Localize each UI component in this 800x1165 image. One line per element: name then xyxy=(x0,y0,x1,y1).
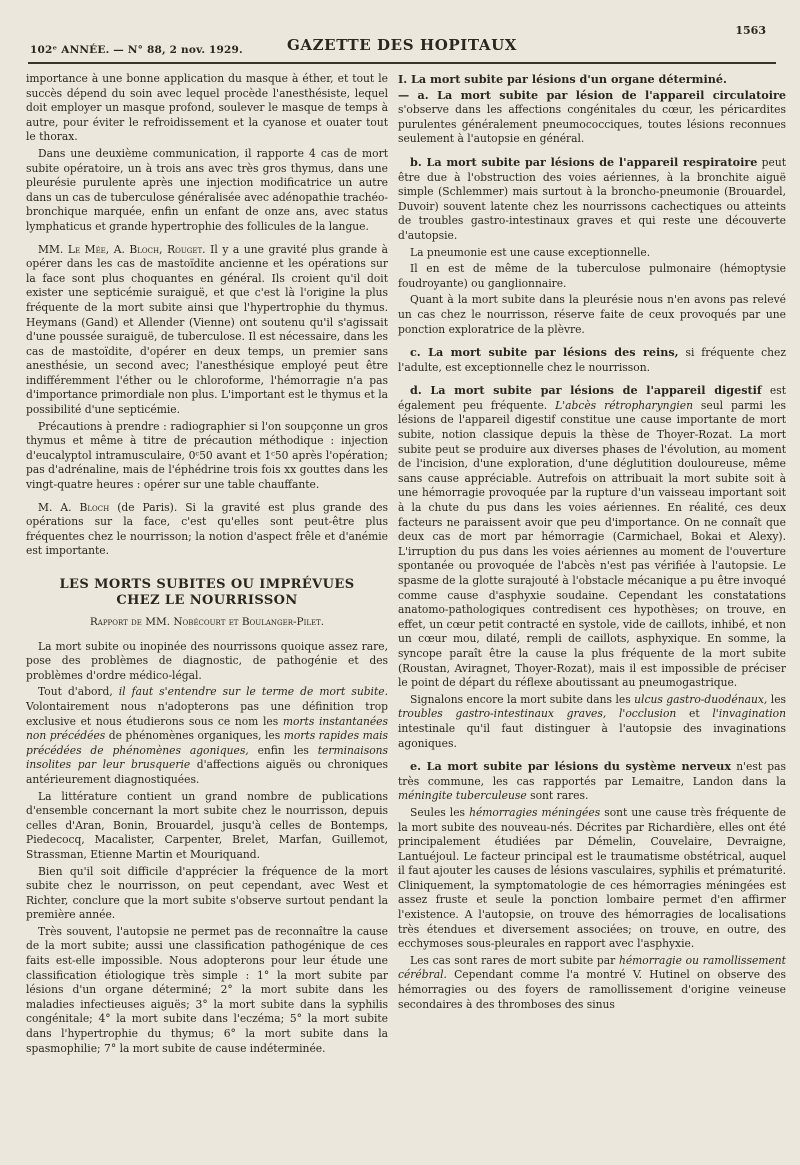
text: s'observe dans les affections congénitales du cœur, les péricardites purulentes généralement pneumococciques, toutes lésions reconnues seulement à l'autopsie en général. xyxy=(398,103,786,146)
paragraph xyxy=(398,345,786,375)
paragraph: La mort subite ou inopinée des nourrissons quoique assez rare, pose des problèmes de diagnostic, de pathogénie et des problèmes d'ordre médico-légal. xyxy=(26,639,388,682)
text: si fréquente chez l'adulte, est exceptionnelle chez le nourrisson. xyxy=(398,346,786,374)
paragraph xyxy=(398,759,786,804)
italic-text: morts rapides mais précédées de phénomènes agoniques, xyxy=(26,729,388,757)
section-title-line: LES MORTS SUBITES OU IMPRÉVUES xyxy=(59,577,355,592)
paragraph: Bien qu'il soit difficile d'apprécier la fréquence de la mort subite chez le nourrisson, on peut cependant, avec West et Richter, conclure que la mort subite s'observe surtout pendant la première année. xyxy=(26,864,388,922)
paragraph: Il en est de même de la tuberculose pulmonaire (hémoptysie foudroyante) ou ganglionnaire. xyxy=(398,262,786,290)
italic-text: l'invagination xyxy=(712,707,786,721)
subheading: I. La mort subite par lésions d'un organe déterminé. xyxy=(398,72,727,86)
text: Signalons encore la mort subite dans les xyxy=(410,692,635,706)
paragraph xyxy=(398,72,786,147)
text: seul parmi les lésions de l'appareil digestif constitue une cause importante de mort subite, notion classique depuis la thèse de Thoyer-Rozat. La mort subite peut se produire aux diverses phases de l'évolution, au moment de l'incision, d'une exploration, d'une déglutition douloureuse, même sans cause appréciable. Autrefois on attribuait la mort subite soit à une hémorragie provoquée par la rupture d'un vaisseau important soit à la chute du pus dans les voies aériennes. En réalité, ces deux facteurs ne paraissent avoir que peu d'importance. On ne connaît que deux cas de mort par hémorragie (Carmichael, Bokai et Alexy). L'irruption du pus dans les voies aériennes au moment de l'ouverture spontanée ou provoquée de l'abcès n'est pas vérifiée à l'autopsie. Le spasme de la glotte surajouté à l'obstacle mécanique a pu être invoqué comme cause d'asphyxie soudaine. Cependant les constatations anatomo-pathologiques contredisent ces hypothèses; on trouve, en effet, un cœur petit contracté en systole, vide de caillots, inhibé, et non un cœur mou, dilaté, rempli de caillots, asphyxique. En somme, la syncope paraît être la cause la plus fréquente de la mort subite (Roustan, Aviragnet, Thoyer-Rozat), mais il est impossible de préciser le point de départ du réflexe aboutissant au pneumogastrique. xyxy=(398,398,787,690)
right-column xyxy=(398,72,786,1014)
subheading: c. La mort subite par lésions des reins, xyxy=(410,345,679,360)
subheading: — a. La mort subite par lésion de l'appareil circulatoire xyxy=(398,87,786,102)
left-column xyxy=(26,72,388,1058)
text: n'est pas très commune, les cas rapportés par Lemaitre, Landon dans la xyxy=(398,760,786,788)
text: de phénomènes organiques, les xyxy=(105,729,284,743)
text: Les cas sont rares de mort subite par xyxy=(410,953,619,967)
speaker-names: MM. Le Mée, A. Bloch, Rouget. xyxy=(38,242,206,256)
italic-text: hémorragie ou ramollissement cérébral. xyxy=(398,953,786,982)
text: les xyxy=(767,692,786,706)
italic-text: L'abcès rétropharyngien xyxy=(555,398,693,412)
text: Tout d'abord, xyxy=(38,685,119,699)
paragraph: Très souvent, l'autopsie ne permet pas de reconnaître la cause de la mort subite; aussi une classification pathogénique de ces faits est-elle impossible. Nous adopterons pour leur étude une classification étiologique très simple : 1° la mort subite par lésions d'un organe déterminé; 2° la mort subite dans les maladies infectieuses aiguës; 3° la mort subite dans la syphilis congénitale; 4° la mort subite dans l'eczéma; 5° la mort subite dans l'hypertrophie du thymus; 6° la mort subite dans la spasmophilie; 7° la mort subite de cause indéterminée. xyxy=(26,924,388,1055)
paragraph: Précautions à prendre : radiographier si l'on soupçonne un gros thymus et même à titre de précaution méthodique : injection d'eucalyptol intramusculaire, 0ᶜ50 avant et 1ᶜ50 après l'opération; pas d'adrénaline, mais de l'éphédrine trois fois xx gouttes dans les vingt-quatre heures : opérer sur une table chauffante. xyxy=(26,419,388,492)
italic-text: l'occlusion xyxy=(618,707,677,721)
text: sont une cause très fréquente de la mort subite des nouveau-nés. Décrites par Richardière, elles ont été principalement étudiées par Démelin, Couvelaire, Devraigne, Lantuéjoul. Le facteur principal est le traumatisme obstétrical, auquel il faut ajouter les causes de lésions vasculaires, syphilis et prématurité. Cliniquement, la symptomatologie de ces hémorragies méningées est assez fruste et seule la ponction lombaire permet d'en affirmer l'existence. A l'autopsie, on trouve des hémorragies de localisations très étendues et diversement associées; on trouve, en outre, des ecchymoses sous-pleurales en rapport avec l'asphyxie. xyxy=(398,805,787,951)
paragraph-text: (de Paris). Si la gravité est plus grande des opérations sur la face, c'est qu'elles sont peut-être plus fréquentes chez le nourrisson; la notion d'aspect frêle et d'anémie est importante. xyxy=(26,500,388,558)
page-number: 1563 xyxy=(735,24,766,37)
paragraph: importance à une bonne application du masque à éther, et tout le succès dépend du soin avec lequel procède l'anesthésiste, lequel doit employer un masque profond, soulever le masque de temps à autre, pour éviter le refroidissement et la cyanose et ouater tout le thorax. xyxy=(26,72,388,144)
paragraph xyxy=(398,954,786,1012)
speaker-names: M. A. Bloch xyxy=(38,500,110,514)
page-header xyxy=(22,20,782,64)
section-subtitle: Rapport de MM. Nobécourt et Boulanger-Pilet. xyxy=(89,616,325,628)
subheading: b. La mort subite par lésions de l'appareil respiratoire xyxy=(410,154,758,169)
text: sont rares. xyxy=(526,789,589,803)
italic-text: méningite tuberculeuse xyxy=(398,789,527,803)
section-title xyxy=(26,577,388,609)
paragraph: La littérature contient un grand nombre de publications d'ensemble concernant la mort subite chez le nourrisson, depuis celles d'Aran, Bonin, Brouardel, jusqu'à celles de Bontemps, Piedecocq, Macalister, Carpenter, Brelet, Marfan, Guillemot, Strassman, Etienne Martin et Mouriquand. xyxy=(26,789,388,861)
paragraph xyxy=(398,383,786,690)
text: Cependant comme l'a montré V. Hutinel on observe des hémorragies ou des foyers de ramollissement d'origine veineuse secondaires à des thromboses des sinus xyxy=(398,968,786,1011)
italic-text: il faut s'entendre sur le terme de mort subite. xyxy=(118,685,388,699)
subheading: d. La mort subite par lésions de l'appareil digestif xyxy=(410,383,762,398)
text xyxy=(606,707,619,720)
subheading: e. La mort subite par lésions du système nerveux xyxy=(410,759,732,774)
paragraph: Dans une deuxième communication, il rapporte 4 cas de mort subite opératoire, un à trois ans avec très gros thymus, dans une pleurésie purulente après une injection modificatrice un autre dans un cas de tuberculose généralisée avec adénopathie trachéo-bronchique marquée, enfin un enfant de onze ans, avec status lymphaticus et grande hypertrophie des follicules de la langue. xyxy=(26,146,388,233)
italic-text: morts instantanées non précédées xyxy=(26,714,388,743)
text: enfin les xyxy=(248,743,318,757)
paragraph: Quant à la mort subite dans la pleurésie nous n'en avons pas relevé un cas chez le nourrisson, réserve faite de ceux provoqués par une ponction exploratrice de la plèvre. xyxy=(398,293,786,336)
text: intestinale qu'il faut distinguer à l'autopsie des invaginations agoniques. xyxy=(398,721,786,750)
paragraph: La pneumonie est une cause exceptionnelle. xyxy=(410,245,651,259)
paragraph-text: Il y a une gravité plus grande à opérer dans les cas de mastoïdite ancienne et les opérations sur la face sont plus choquantes en général. Ils croient qu'il doit exister une septicémie suraiguë, et que c'est là l'origine la plus fréquente de la mort subite ainsi que l'hypertrophie du thymus. Heymans (Gand) et Allender (Vienne) ont soutenu qu'il s'agissait d'une poussée suraiguë, de tuberculose. Il est nécessaire, dans les cas de mastoïdite, d'opérer en deux temps, un premier sans anesthésie, un second avec; l'anesthésique employé peut être indifféremment l'éther ou le chloroforme, l'hémorragie n'a pas d'importance primordiale non plus. L'important est le thymus et la possibilité d'une septicémie. xyxy=(26,242,388,417)
italic-text: ulcus gastro-duodénaux, xyxy=(634,692,768,706)
paragraph xyxy=(26,243,388,418)
issue-info: 102ᵉ ANNÉE. — N° 88, 2 nov. 1929. xyxy=(30,44,243,56)
paragraph xyxy=(26,685,388,787)
text: Seules les xyxy=(410,805,470,819)
italic-text: troubles gastro-intestinaux graves, xyxy=(398,707,607,721)
paragraph xyxy=(398,806,786,952)
text: Volontairement nous n'adopterons pas une définition trop exclusive et nous étudierons sous ce nom les xyxy=(26,699,388,728)
paragraph xyxy=(26,501,388,559)
paragraph xyxy=(398,155,786,244)
text: est également peu fréquente. xyxy=(398,384,786,412)
text: et xyxy=(676,707,713,721)
italic-text: hémorragies méningées xyxy=(469,805,601,819)
text: d'affections aiguës ou chroniques antérieurement diagnostiquées. xyxy=(26,758,388,786)
italic-text: terminaisons insolites par leur brusquerie xyxy=(26,743,388,772)
section-title-line: CHEZ LE NOURRISSON xyxy=(116,593,298,608)
text: peut être due à l'obstruction des voies aériennes, à la bronchite aiguë simple (Schlemmer) mais surtout à la broncho-pneumonie (Brouardel, Duvoir) souvent latente chez les nourrissons cachectiques ou atteints de troubles gastro-intestinaux graves et qui reste une découverte d'autopsie. xyxy=(398,155,786,242)
paragraph xyxy=(398,693,786,751)
journal-title: GAZETTE DES HOPITAUX xyxy=(286,36,517,54)
header-rule xyxy=(28,62,776,64)
